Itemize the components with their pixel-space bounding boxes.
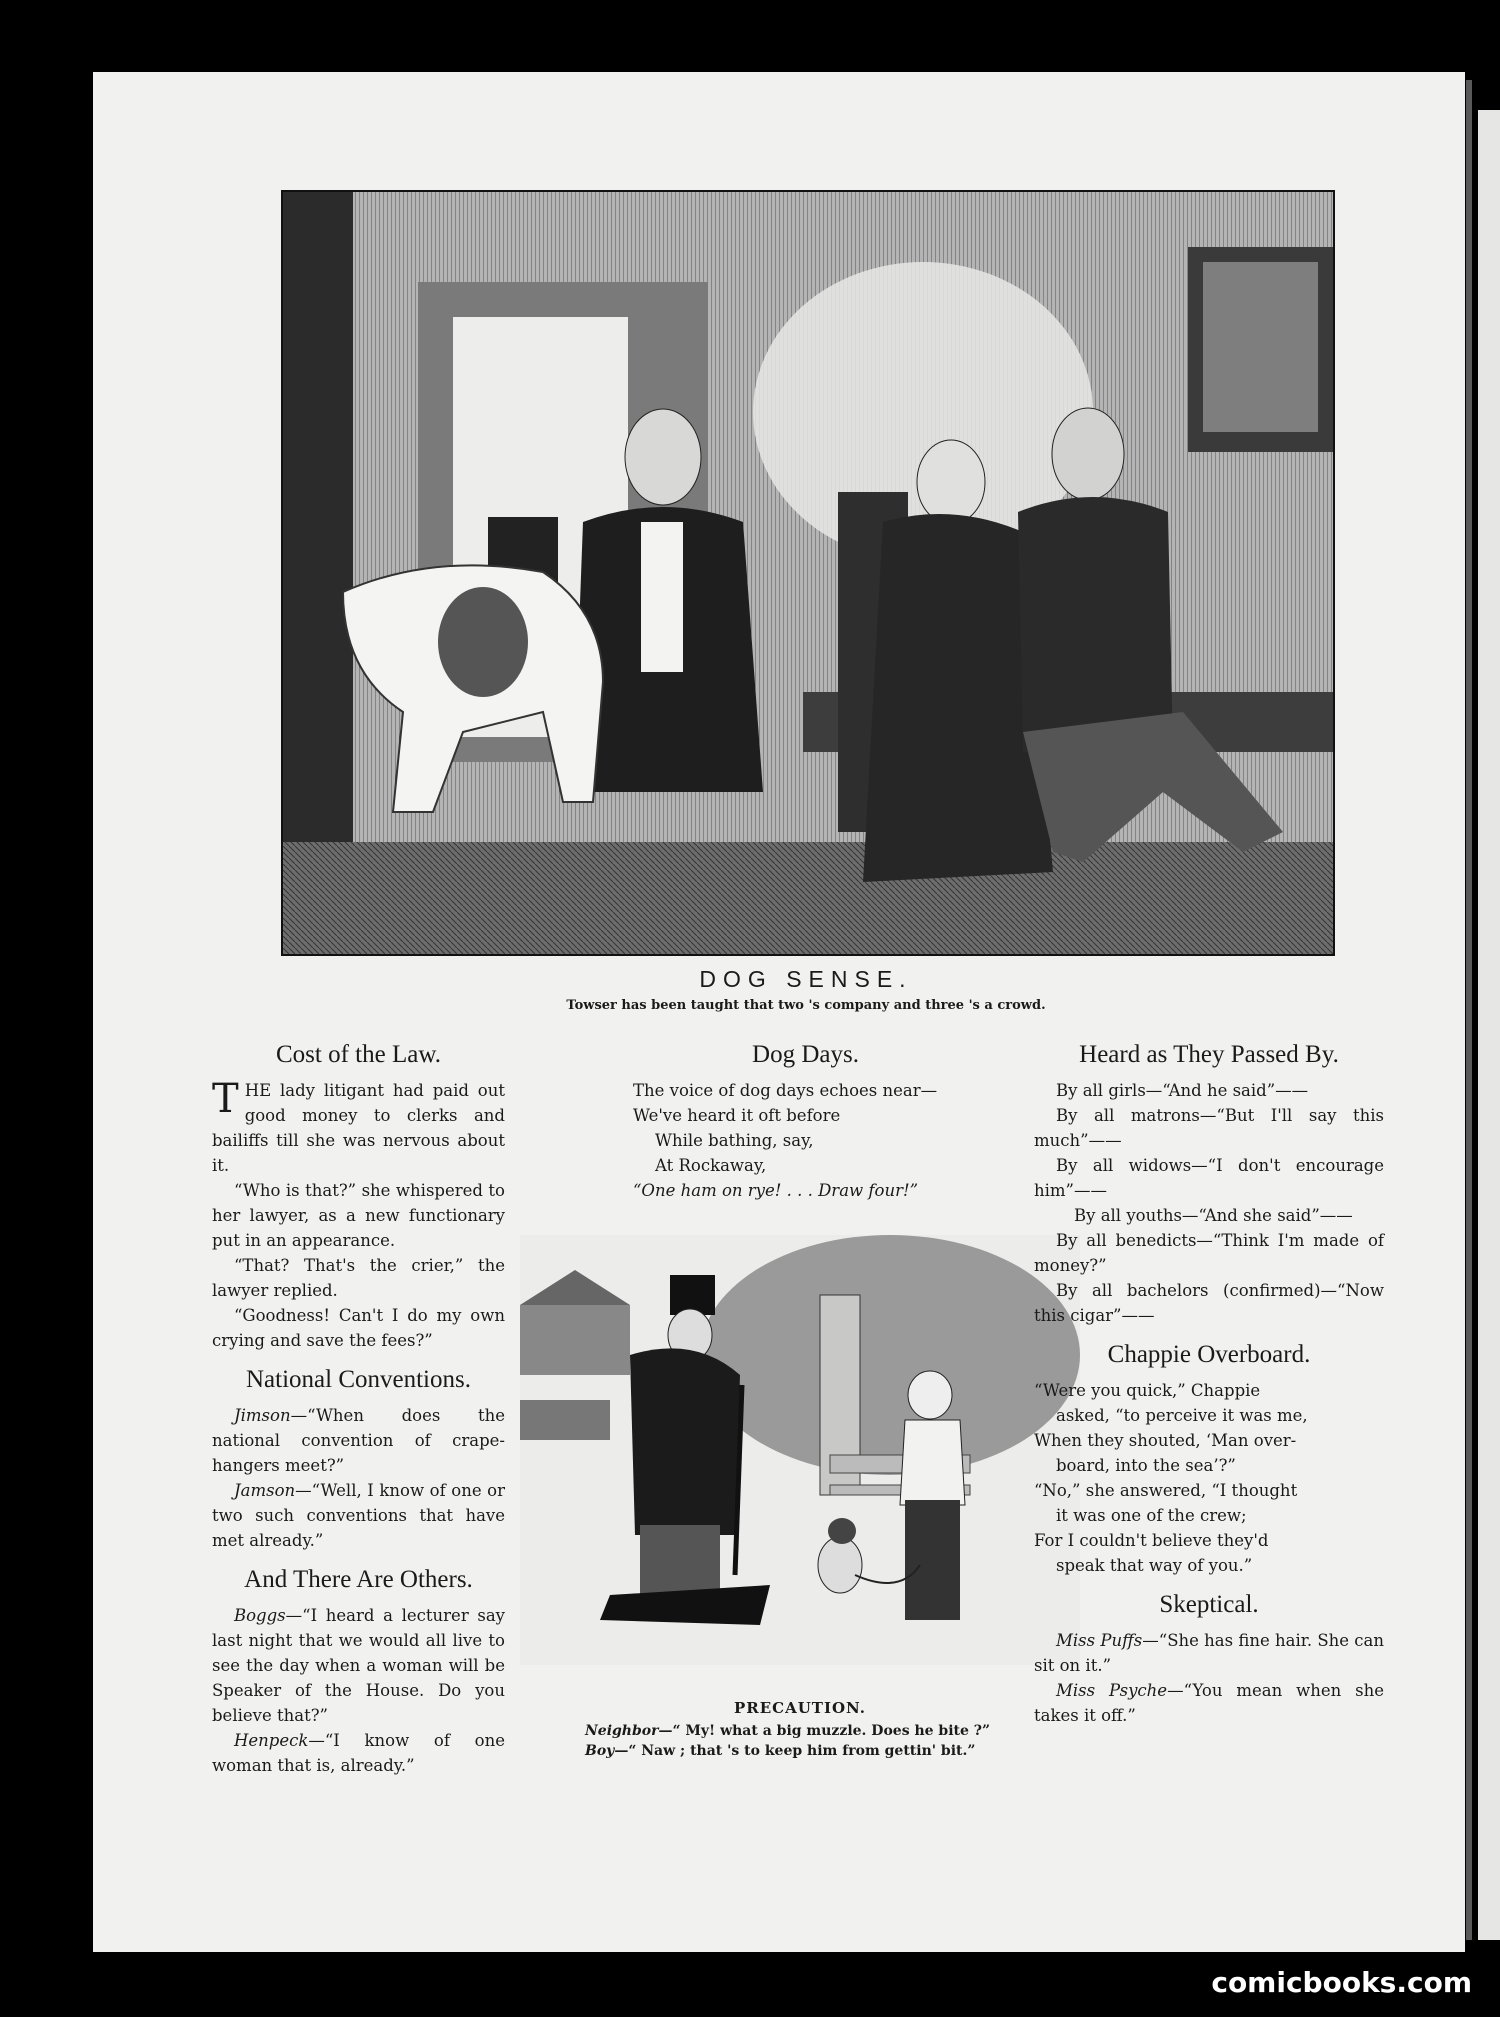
skeptical-line-2: —“You mean when she takes it off.”: [1034, 1681, 1384, 1725]
speaker-name: Henpeck: [234, 1731, 309, 1750]
precaution-illustration: [520, 1235, 1080, 1665]
chappie-line-4: board, into the sea’?”: [1056, 1456, 1236, 1475]
poem-line-1: The voice of dog days echoes near—: [633, 1081, 938, 1100]
speaker-name: Miss Puffs: [1056, 1631, 1143, 1650]
skeptical-heading: Skeptical.: [1159, 1591, 1259, 1618]
skeptical-line-1: —“She has fine hair. She can sit on it.”: [1034, 1631, 1384, 1675]
column-right: [1034, 1040, 1384, 1728]
poem-line-4: At Rockaway,: [655, 1156, 767, 1175]
heard-line-6: By all bachelors (confirmed)—“Now this cigar”——: [1034, 1281, 1384, 1325]
chappie-overboard-heading: Chappie Overboard.: [1107, 1341, 1311, 1368]
heard-line-5: By all benedicts—“Think I'm made of money?”: [1034, 1231, 1384, 1275]
heard-line-2: By all matrons—“But I'll say this much”——: [1034, 1106, 1384, 1150]
dog-days-heading: Dog Days.: [752, 1041, 859, 1068]
speaker-name: Boggs: [234, 1606, 286, 1625]
site-watermark: comicbooks.com: [1211, 1966, 1472, 1999]
and-there-are-others-heading: And There Are Others.: [244, 1566, 473, 1593]
precaution-line-1-text: —“ My! what a big muzzle. Does he bite ?”: [658, 1723, 991, 1739]
conventions-line-1: —“When does the national convention of crape-hangers meet?”: [212, 1406, 505, 1475]
illustration-title: DOG SENSE.: [699, 966, 913, 992]
page-edge-shadow: [1466, 80, 1472, 1940]
cost-paragraph-2: “Who is that?” she whispered to her lawyer, as a new functionary put in an appearance.: [212, 1181, 505, 1250]
speaker-name: Miss Psyche: [1056, 1681, 1168, 1700]
speaker-name: Jimson: [234, 1406, 291, 1425]
others-line-1: —“I heard a lecturer say last night that we would all live to see the day when a woman will be Speaker of the House. Do you believe that?”: [212, 1606, 505, 1725]
conventions-line-2: —“Well, I know of one or two such conventions that have met already.”: [212, 1481, 505, 1550]
precaution-line-2-text: —“ Naw ; that 's to keep him from gettin' bit.”: [614, 1743, 976, 1759]
chappie-line-1: “Were you quick,” Chappie: [1034, 1381, 1261, 1400]
dog-sense-illustration: [281, 190, 1335, 956]
chappie-line-5: “No,” she answered, “I thought: [1034, 1481, 1298, 1500]
cost-paragraph-4: “Goodness! Can't I do my own crying and save the fees?”: [212, 1306, 505, 1350]
column-middle: [633, 1040, 978, 1203]
chappie-line-8: speak that way of you.”: [1056, 1556, 1253, 1575]
national-conventions-heading: National Conventions.: [246, 1366, 471, 1393]
cost-paragraph-3: “That? That's the crier,” the lawyer replied.: [212, 1256, 505, 1300]
poem-line-3: While bathing, say,: [655, 1131, 814, 1150]
precaution-line-1: [585, 1723, 1105, 1739]
poem-line-2: We've heard it oft before: [633, 1106, 841, 1125]
column-left: [212, 1040, 505, 1778]
heard-as-they-passed-by-heading: Heard as They Passed By.: [1079, 1041, 1339, 1068]
drop-cap: T: [212, 1076, 239, 1122]
chappie-line-3: When they shouted, ‘Man over-: [1034, 1431, 1297, 1450]
precaution-line-2: [585, 1743, 1105, 1759]
chappie-line-7: For I couldn't believe they'd: [1034, 1531, 1269, 1550]
chappie-line-6: it was one of the crew;: [1056, 1506, 1247, 1525]
chappie-line-2: asked, “to perceive it was me,: [1056, 1406, 1308, 1425]
precaution-title: PRECAUTION.: [733, 1699, 867, 1717]
heard-line-1: By all girls—“And he said”——: [1056, 1081, 1309, 1100]
illustration-subtitle: Towser has been taught that two 's company and three 's a crowd.: [566, 998, 1046, 1013]
speaker-name: Neighbor: [585, 1723, 659, 1739]
cost-paragraph-1: HE lady litigant had paid out good money to clerks and bailiffs till she was nervous about it.: [212, 1081, 505, 1175]
cost-of-the-law-heading: Cost of the Law.: [275, 1041, 441, 1068]
next-page-edge: [1478, 110, 1500, 1940]
speaker-name: Boy: [585, 1743, 615, 1759]
others-line-2: —“I know of one woman that is, already.”: [212, 1731, 505, 1775]
heard-line-3: By all widows—“I don't encourage him”——: [1034, 1156, 1384, 1200]
speaker-name: Jamson: [234, 1481, 296, 1500]
heard-line-4: By all youths—“And she said”——: [1074, 1206, 1353, 1225]
poem-line-5: “One ham on rye! . . . Draw four!”: [633, 1181, 919, 1200]
